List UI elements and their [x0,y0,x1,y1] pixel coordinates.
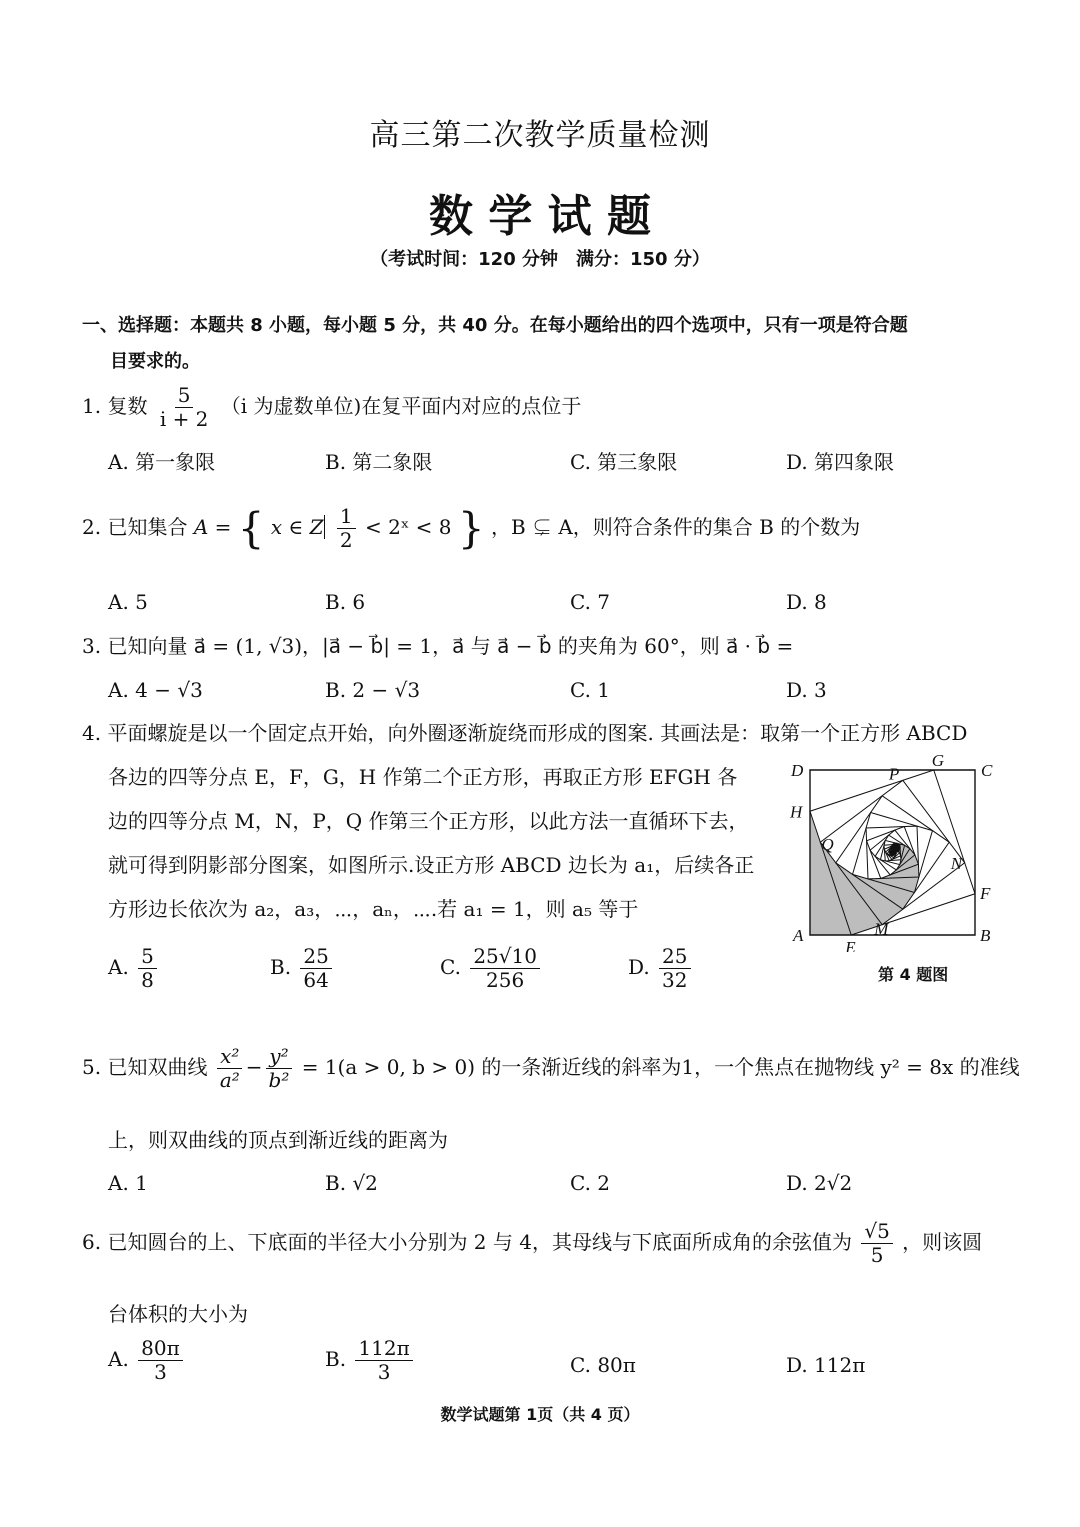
question-number: 3. [82,634,102,658]
question-text: 已知双曲线 [107,1055,208,1079]
question-5: 5. 已知双曲线 $\frac{\text{x²}}{\text{a²}}$ − $\frac{\text{y²}}{\text{b²}}$ = 1(a > 0, b > 0) 的一条渐近线的斜率为1，一个焦点在抛物线 y² = 8x 的准线 [82,1044,1020,1092]
fraction-denominator: 3 [154,1360,167,1384]
question-1 [82,384,581,431]
fraction-numerator: 25 [300,945,331,969]
q3-option-c: C. 1 [570,678,611,702]
right-brace: } [457,503,485,553]
q1-option-c: C. 第三象限 [570,450,678,474]
set-element: x ∈ Z [270,515,324,539]
option-label: A. [108,1347,129,1371]
question-text: 平面螺旋是以一个固定点开始，向外圈逐渐旋绕而形成的图案. 其画法是：取第一个正方形 ABCD [107,721,968,745]
q6-option-b [325,1337,416,1384]
q5-option-a: A. 1 [108,1171,148,1195]
question-number: 1. [82,394,102,418]
q5-option-c: C. 2 [570,1171,611,1195]
fraction-numerator: 25√10 [470,945,540,969]
q3-option-d: D. 3 [786,678,827,702]
exam-subtitle: 高三第二次教学质量检测 [369,118,711,153]
option-label: C. [570,1353,591,1377]
spiral-square [892,852,893,853]
fraction-numerator: 112π [355,1337,412,1361]
q2-option-c: C. 7 [570,590,611,614]
option-label: C. [440,955,461,979]
fraction-denominator: 32 [662,968,688,992]
vertex-label-q: Q [821,835,834,855]
fraction [659,945,690,992]
q6-line-2: 台体积的大小为 [108,1302,248,1326]
q4-line-4: 就可得到阴影部分图案，如图所示.设正方形 ABCD 边长为 a₁，后续各正 [108,853,755,877]
vertex-label-c: C [981,761,993,780]
option-value: 112π [814,1353,866,1377]
q4-line-3: 边的四等分点 M，N，P，Q 作第三个正方形，以此方法一直循环下去， [108,809,749,833]
fraction-numerator: 5 [175,384,194,408]
question-2 [82,505,860,552]
fraction-denominator: i + 2 [159,407,209,431]
vertex-label-e: E [845,938,856,952]
exam-info: （考试时间：120 分钟 满分：150 分） [370,249,710,270]
question-4 [82,720,967,746]
q4-line-2: 各边的四等分点 E，F，G，H 作第二个正方形，再取正方形 EFGH 各 [108,765,738,789]
fraction-numerator: 25 [659,945,690,969]
inequality: < 2ˣ < 8 [364,515,452,539]
equation: = 1(a > 0, b > 0) [301,1055,475,1079]
fraction-numerator: √5 [861,1220,892,1244]
fraction-denominator: 5 [870,1243,884,1267]
option-label: D. [628,955,650,979]
section-heading-cont: 目要求的。 [110,351,200,372]
q5-line-2: 上，则双曲线的顶点到渐近线的距离为 [108,1128,448,1152]
q4-option-b [270,945,335,992]
q3-option-b: B. 2 − √3 [325,678,421,702]
question-text: 已知向量 a⃗ = (1, √3)，|a⃗ − b⃗| = 1，a⃗ 与 a⃗ − b⃗ 的夹角为 60°，则 a⃗ · b⃗ = [107,634,794,658]
option-label: B. [325,1347,347,1371]
fraction-numerator: 1 [337,505,356,529]
vertex-label-d: D [791,761,804,780]
exam-title: 数 学 试 题 [429,191,651,242]
vertex-label-n: N [950,853,963,873]
q1-option-d: D. 第四象限 [786,450,895,474]
figure-caption: 第 4 题图 [878,965,949,984]
option-value: 80π [597,1353,636,1377]
option-label: A. [108,955,129,979]
vertex-label-a: A [793,926,804,945]
q5-option-b: B. √2 [325,1171,378,1195]
q4-option-c [440,945,543,992]
fraction-numerator: 80π [138,1337,183,1361]
q6-option-a [108,1337,186,1384]
fraction [355,1337,412,1384]
fraction-denominator: 256 [486,968,525,992]
question-text: 复数 [107,394,148,418]
fraction [266,1045,293,1092]
question-text: （i 为虚数单位)在复平面内对应的点位于 [220,394,582,418]
fraction [138,1337,183,1384]
set-lhs: A = [193,515,232,539]
vertex-label-p: P [888,764,900,784]
page-footer: 数学试题第 1页（共 4 页） [440,1405,640,1424]
fraction [337,505,356,552]
question-number: 5. [82,1055,102,1079]
question-number: 4. [82,721,102,745]
fraction [861,1220,892,1267]
q2-option-d: D. 8 [786,590,827,614]
fraction [470,945,540,992]
fraction [300,945,331,992]
question-text: 已知圆台的上、下底面的半径大小分别为 2 与 4，其母线与下底面所成角的余弦值为 [107,1230,852,1254]
vertex-label-g: G [931,752,945,770]
fraction-denominator: 8 [141,968,154,992]
fraction-numerator: 5 [138,945,157,969]
q4-option-d [628,945,694,992]
question-number: 2. [82,515,102,539]
q4-line-5: 方形边长依次为 a₂，a₃，⋯，aₙ，⋯.若 a₁ = 1，则 a₅ 等于 [108,897,639,921]
fraction-denominator: 3 [377,1360,391,1384]
left-brace: { [237,503,265,553]
question-text: 的一条渐近线的斜率为1，一个焦点在抛物线 y² = 8x 的准线 [481,1055,1020,1079]
option-label: B. [270,955,292,979]
vertex-label-f: F [980,883,991,903]
question-6 [82,1220,982,1267]
q1-option-b: B. 第二象限 [325,450,433,474]
fraction-numerator: x² [217,1045,242,1069]
fraction [138,945,157,992]
q1-option-a: A. 第一象限 [108,450,216,474]
vertex-label-h: H [790,802,803,822]
question-text: 已知集合 [107,515,188,539]
q4-option-a [108,945,160,992]
fraction-numerator: y² [266,1045,291,1069]
q3-option-a: A. 4 − √3 [108,678,203,702]
fraction [217,1045,243,1092]
vertex-label-m: M [874,919,889,939]
spiral-square-figure [785,752,1000,952]
fraction-denominator: 2 [339,528,353,552]
question-text: ，则该圆 [902,1230,983,1254]
q2-option-a: A. 5 [108,590,148,614]
vertex-label-b: B [980,926,991,945]
fraction-denominator: 64 [303,968,329,992]
question-text: ，B ⊊ A，则符合条件的集合 B 的个数为 [490,515,861,539]
option-label: D. [786,1353,808,1377]
fraction-denominator: b² [268,1068,290,1092]
question-3 [82,633,793,659]
q5-option-d: D. 2√2 [786,1171,853,1195]
fraction-denominator: a² [219,1068,240,1092]
set-divider [324,504,359,552]
q6-option-c [570,1352,636,1378]
fraction [157,384,212,431]
spiral-center [891,843,901,853]
q6-option-d [786,1352,865,1378]
section-heading: 一、选择题：本题共 8 小题，每小题 5 分，共 40 分。在每小题给出的四个选项中，只有一项是符合题 [82,315,908,336]
question-number: 6. [82,1230,102,1254]
q2-option-b: B. 6 [325,590,366,614]
